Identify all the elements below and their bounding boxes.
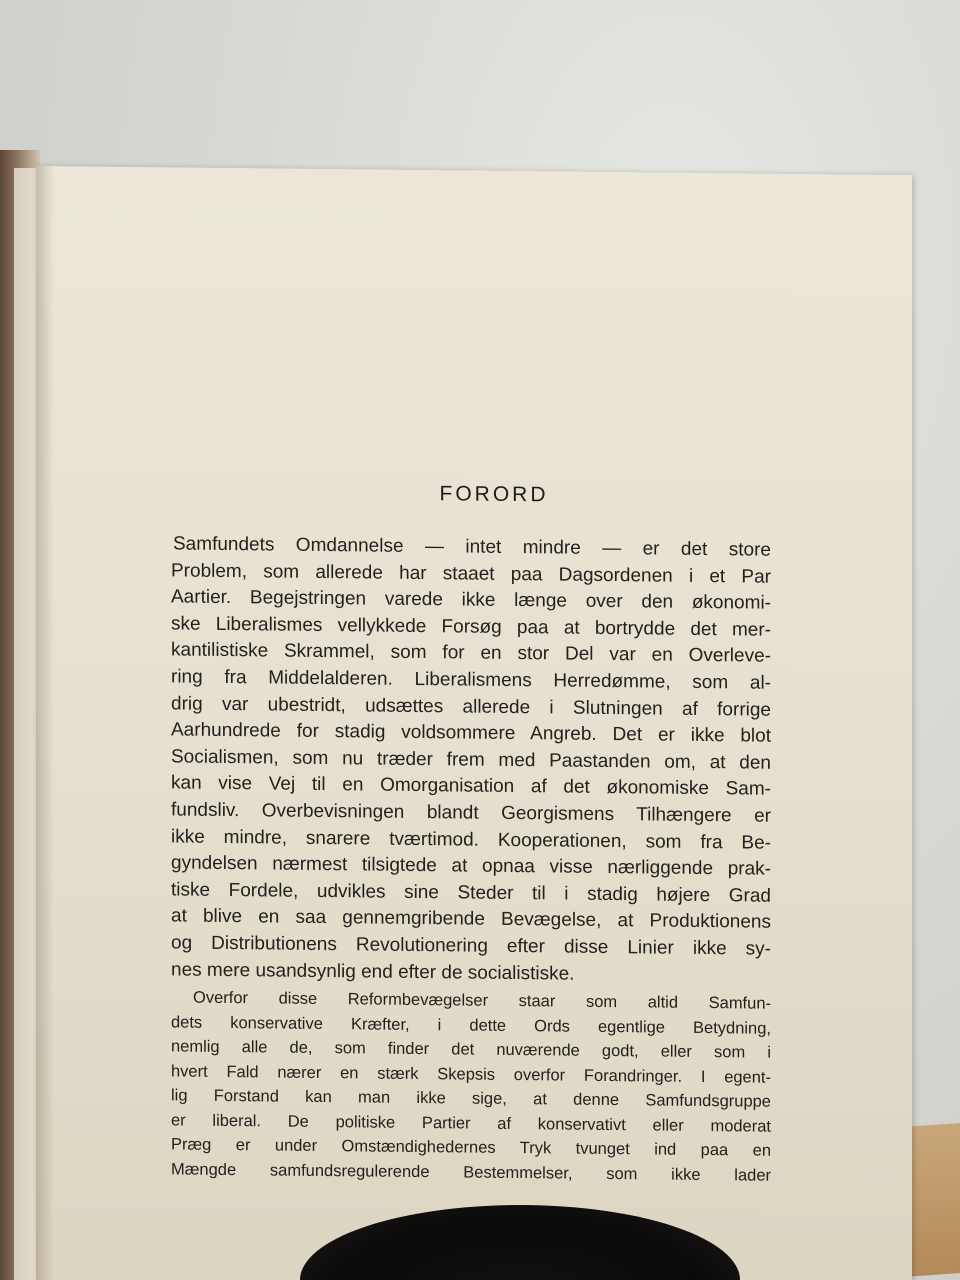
text-line: er liberal. De politiske Partier af konservativt eller moderat bbox=[171, 1111, 771, 1136]
paragraph-1 bbox=[171, 531, 771, 989]
text-line: Problem, som allerede har staaet paa Dagsordenen i et Par bbox=[171, 560, 771, 588]
text-line: kantilistiske Skrammel, som for en stor Del var en Overleve- bbox=[171, 639, 771, 668]
text-line: ikke mindre, snarere tværtimod. Kooperationen, som fra Be- bbox=[171, 825, 771, 854]
text-line: Samfundets Omdannelse — intet mindre — er det store bbox=[173, 533, 771, 561]
text-line: ske Liberalismes vellykkede Forsøg paa at bortrydde det mer- bbox=[171, 613, 771, 641]
text-line: Overfor disse Reformbevægelser staar som altid Samfun- bbox=[193, 988, 771, 1013]
body-text bbox=[171, 531, 771, 1187]
text-line: Aartier. Begejstringen varede ikke længe over den økonomi- bbox=[171, 586, 771, 614]
text-line: drig var ubestridt, udsættes allerede i Slutningen af forrige bbox=[171, 692, 771, 721]
book-page bbox=[36, 166, 912, 1280]
text-line: lig Forstand kan man ikke sige, at denne Samfundsgruppe bbox=[171, 1086, 771, 1111]
text-line: hvert Fald nærer en stærk Skepsis overfor Forandringer. I egent- bbox=[171, 1062, 771, 1087]
text-line: dets konservative Kræfter, i dette Ords egentlige Betydning, bbox=[171, 1013, 771, 1038]
text-line: tiske Fordele, udvikles sine Steder til i stadig højere Grad bbox=[171, 879, 771, 907]
text-line: kan vise Vej til en Omorganisation af det økonomiske Sam- bbox=[171, 772, 771, 801]
text-line: fundsliv. Overbevisningen blandt Georgismens Tilhængere er bbox=[171, 799, 771, 827]
text-line: nemlig alle de, som finder det nuværende godt, eller som i bbox=[171, 1037, 771, 1062]
paragraph-2 bbox=[171, 986, 771, 1188]
text-line: ring fra Middelalderen. Liberalismens Herredømme, som al- bbox=[171, 666, 771, 694]
text-line: og Distributionens Revolutionering efter disse Linier ikke sy- bbox=[171, 932, 771, 960]
text-line: Mængde samfundsregulerende Bestemmelser, som ikke lader bbox=[171, 1160, 771, 1185]
text-line: Præg er under Omstændighedernes Tryk tvunget ind paa en bbox=[171, 1135, 771, 1160]
chapter-heading: FORORD bbox=[439, 482, 549, 507]
text-line: at blive en saa gennemgribende Bevægelse, at Produktionens bbox=[171, 905, 771, 934]
text-line: Socialismen, som nu træder frem med Paastanden om, at den bbox=[171, 746, 771, 774]
text-line: Aarhundrede for stadig voldsommere Angreb. Det er ikke blot bbox=[171, 719, 771, 747]
text-line: gyndelsen nærmest tilsigtede at opnaa visse nærliggende prak- bbox=[171, 852, 771, 880]
text-line: nes mere usandsynlig end efter de socialistiske. bbox=[171, 958, 575, 985]
